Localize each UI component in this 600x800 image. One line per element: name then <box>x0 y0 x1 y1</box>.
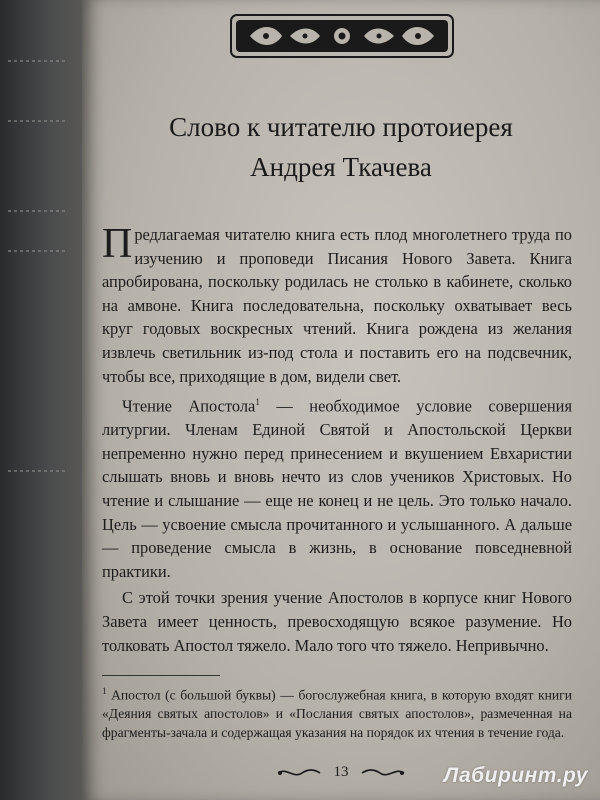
right-swirl-icon <box>360 766 406 780</box>
left-page-edge <box>0 0 90 800</box>
paragraph-3 <box>102 586 572 657</box>
footnote-reference: 1 <box>255 397 260 408</box>
book-page <box>82 0 600 800</box>
paragraph-1 <box>102 223 572 388</box>
left-page-ghost-text <box>8 470 68 472</box>
drop-cap: П <box>102 221 133 267</box>
paragraph-1-text: редлагаемая читателю книга есть плод многолетнего труда по изучению и проповеди Писания Нового Завета. Книга апробирована, поскольку родилась не столько в кабинете, сколько на амвоне. Книга последовательна, поскольку охватывает весь круг годовых воскресных чтений. Книга рождена из желания извлечь светильник из-под стола и поставить его на подсвечник, чтобы все, приходящие в дом, видели свет. <box>102 225 572 386</box>
left-page-ghost-text <box>8 120 68 122</box>
chapter-title-line2: Андрея Ткачева <box>250 152 432 182</box>
footnote <box>102 682 572 742</box>
footnote-text: Апостол (с большой буквы) — богослужебная книга, в которую входят книги «Деяния святых апостолов» и «Послания святых апостолов», размеченная на фрагменты-зачала и содержащая указания на порядок их чтения в течение года. <box>102 687 572 740</box>
floral-ornament-icon <box>230 14 454 58</box>
chapter-title-line1: Слово к читателю протоиерея <box>169 112 513 142</box>
paragraph-2-text: — необходимое условие совершения литургии. Членам Единой Святой и Апостольской Церкви непременно нужно перед принесением и вкушением Евхаристии слышать вновь и вновь нечто из слов учеников Христовых. Но чтение и слышание — еще не конец и не цель. Это только начало. Цель — усвоение смысла прочитанного и услышанного. А дальше — проведение смысла в жизнь, в основание повседневной практики. <box>102 396 572 581</box>
left-page-ghost-text <box>8 250 68 252</box>
footnote-mark: 1 <box>102 686 107 696</box>
left-page-ghost-text <box>8 210 68 212</box>
left-page-ghost-text <box>8 60 68 62</box>
paragraph-3-text: С этой точки зрения учение Апостолов в корпусе книг Нового Завета имеет ценность, превосходящую всякое разумение. Но толковать Апостол тяжело. Мало того что тяжело. Непривычно. <box>102 588 572 655</box>
paragraph-2 <box>102 391 572 583</box>
footnote-divider <box>102 675 220 676</box>
paragraph-2-lead: Чтение Апостола <box>122 396 256 416</box>
labirint-watermark: Лабиринт.ру <box>443 764 588 787</box>
left-swirl-icon <box>276 766 322 780</box>
page-number: 13 <box>333 764 349 780</box>
body-text <box>102 223 572 657</box>
